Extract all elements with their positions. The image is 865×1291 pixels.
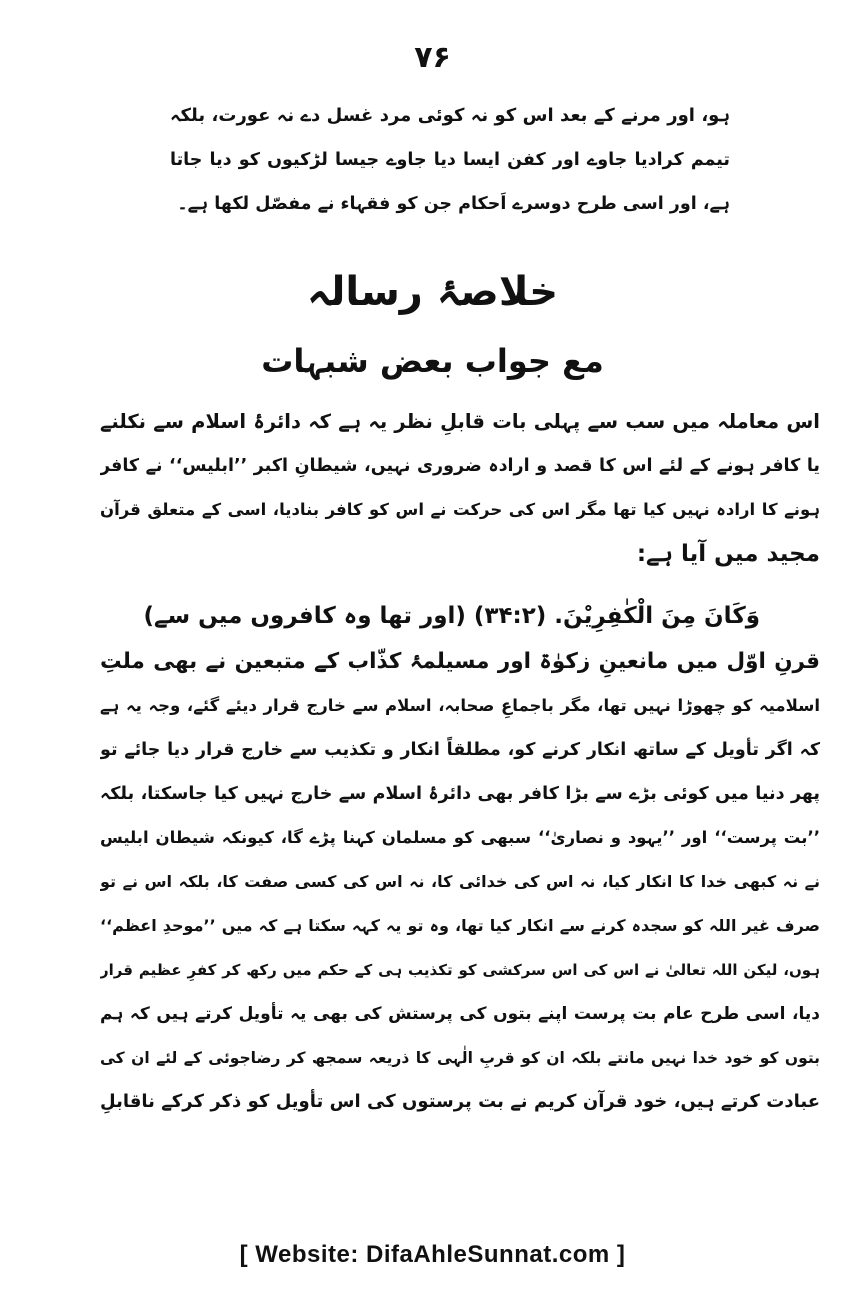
text-line: پھر دنیا میں کوئی بڑے سے بڑا کافر بھی دائرۂ اسلام سے خارج نہیں کیا جاسکتا، بلکہ (100, 784, 820, 804)
text-line: بتوں کو خود خدا نہیں مانتے بلکہ ان کو قربِ الٰہی کا ذریعہ سمجھ کر رضاجوئی کے لئے ان کی (100, 1049, 820, 1067)
section-heading: خلاصۂ رسالہ (306, 269, 559, 315)
paragraph-2 (100, 640, 820, 1124)
text-line: اسلامیہ کو چھوڑا نہیں تھا، مگر باجماعِ صحابہ، اسلام سے خارج قرار دیئے گئے، وجہ یہ ہے (100, 696, 820, 715)
text-line: ’’بت پرست‘‘ اور ’’یہود و نصاریٰ‘‘ سبھی کو مسلمان کہنا پڑے گا، کیونکہ شیطان ابلیس (100, 828, 820, 847)
intro-paragraph (170, 94, 730, 226)
text-line: عبادت کرتے ہیں، خود قرآن کریم نے بت پرستوں کی اس تأویل کو ذکر کرکے ناقابلِ (100, 1091, 820, 1112)
text-line: نے نہ کبھی خدا کا انکار کیا، نہ اس کی خدائی کا، نہ اس کی کسی صفت کا، بلکہ اس نے تو (100, 872, 820, 891)
paragraph-1 (100, 400, 820, 576)
website-footer: [ Website: DifaAhleSunnat.com ] (239, 1241, 626, 1268)
text-line: قرنِ اوّل میں مانعینِ زکوٰۃ اور مسیلمۂ کذّاب کے متبعین نے بھی ملتِ (100, 649, 820, 674)
text-line: یا کافر ہونے کے لئے اس کا قصد و ارادہ ضروری نہیں، شیطانِ اکبر ’’ابلیس‘‘ نے کافر (100, 456, 820, 476)
text-line: ہوں، لیکن اللہ تعالیٰ نے اس کی اس سرکشی کو تکذیب ہی کے حکم میں رکھ کر کفرِ عظیم قرار (100, 961, 820, 979)
text-line: کہ اگر تأویل کے ساتھ انکار کرنے کو، مطلقاً انکار و تکذیب سے خارج قرار دیا جائے تو (100, 740, 820, 760)
text-line: ہے، اور اسی طرح دوسرے اَحکام جن کو فقہاء نے مفصّل لکھا ہے۔ (177, 194, 730, 214)
text-line: مجید میں آیا ہے: (636, 541, 820, 567)
text-line: ہونے کا ارادہ نہیں کیا تھا مگر اس کی حرکت نے اس کو کافر بنادیا، اسی کے متعلق قرآن (100, 500, 820, 519)
text-line: اس معاملہ میں سب سے پہلی بات قابلِ نظر یہ ہے کہ دائرۂ اسلام سے نکلنے (100, 410, 820, 433)
text-line: دیا، اسی طرح عام بت پرست اپنے بتوں کی پرستش کی بھی یہ تأویل کرتے ہیں کہ ہم (100, 1004, 820, 1024)
quran-verse: وَكَانَ مِنَ الْكٰفِرِيْنَ. (۳۴:۲) (اور تھا وہ کافروں میں سے) (143, 603, 760, 629)
text-line: صرف غیر اللہ کو سجدہ کرنے سے انکار کیا تھا، وہ تو یہ کہہ سکتا ہے کہ میں ’’موحدِ اعظم‘‘ (100, 916, 820, 935)
section-subheading: مع جواب بعض شبہات (261, 342, 604, 380)
page-number: ۷۶ (414, 40, 451, 75)
text-line: ہو، اور مرنے کے بعد اس کو نہ کوئی مرد غسل دے نہ عورت، بلکہ (170, 105, 730, 126)
text-line: تیمم کرادیا جاوے اور کفن ایسا دیا جاوے جیسا لڑکیوں کو دیا جاتا (170, 150, 730, 170)
